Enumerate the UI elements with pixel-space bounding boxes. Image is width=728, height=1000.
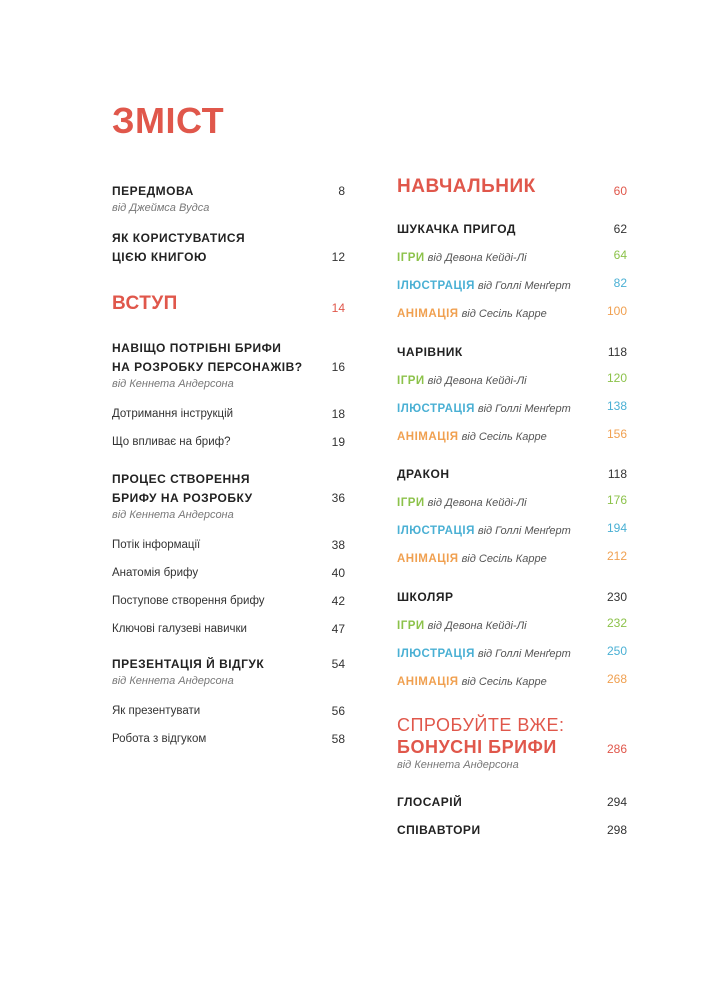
page-number: 82 <box>613 276 627 290</box>
kind-label: ІЛЮСТРАЦІЯ <box>397 403 475 415</box>
entry-author: від Голлі Менґерт <box>477 648 571 660</box>
kind-label: ІЛЮСТРАЦІЯ <box>397 648 475 660</box>
entry-author: від Сесіль Карре <box>461 676 547 688</box>
entry-author: від Девона Кейді-Лі <box>427 620 527 632</box>
toc-subentry[interactable] <box>112 566 345 580</box>
toc-section-tutor[interactable] <box>397 176 627 202</box>
section-label-line1: СПРОБУЙТЕ ВЖЕ: <box>397 715 565 735</box>
toc-entry-contributors[interactable] <box>397 821 627 839</box>
page-number: 250 <box>606 644 627 658</box>
page-number: 40 <box>331 566 345 580</box>
entry-label: Поступове створення брифу <box>112 595 265 607</box>
entry-label-line2: ЦІЄЮ КНИГОЮ <box>112 250 207 264</box>
toc-entry-glossary[interactable] <box>397 793 627 811</box>
kind-label: ІГРИ <box>397 620 425 632</box>
page-number: 156 <box>606 427 627 441</box>
entry-label: ЧАРІВНИК <box>397 345 463 359</box>
page-number: 38 <box>331 538 345 552</box>
entry-label: ШУКАЧКА ПРИГОД <box>397 222 516 236</box>
toc-right-column <box>397 176 627 839</box>
toc-subentry[interactable] <box>112 622 345 636</box>
entry-label: Дотримання інструкцій <box>112 408 234 420</box>
entry-label-line1: ЯК КОРИСТУВАТИСЯ <box>112 231 246 245</box>
entry-label: Потік інформації <box>112 539 201 551</box>
toc-entry-why-briefs[interactable] <box>112 339 345 392</box>
page-number: 8 <box>338 184 345 198</box>
kind-label: АНІМАЦІЯ <box>397 308 459 320</box>
kind-label: ІГРИ <box>397 375 425 387</box>
page-number: 47 <box>331 622 345 636</box>
kind-label: ІЛЮСТРАЦІЯ <box>397 280 475 292</box>
kind-label: АНІМАЦІЯ <box>397 553 459 565</box>
entry-label-line2: НА РОЗРОБКУ ПЕРСОНАЖІВ? <box>112 360 303 374</box>
entry-author: від Голлі Менґерт <box>477 403 571 415</box>
toc-character-student[interactable] <box>397 588 627 606</box>
entry-label-line1: ПРОЦЕС СТВОРЕННЯ <box>112 472 250 486</box>
page-number: 60 <box>613 184 627 198</box>
page-number: 62 <box>613 222 627 236</box>
page-number: 42 <box>331 594 345 608</box>
toc-subentry-animation[interactable] <box>397 427 627 445</box>
toc-subentry-games[interactable] <box>397 248 627 266</box>
entry-author: від Девона Кейді-Лі <box>427 252 527 264</box>
entry-label: Як презентувати <box>112 705 201 717</box>
entry-author: від Сесіль Карре <box>461 308 547 320</box>
toc-subentry-games[interactable] <box>397 371 627 389</box>
page-number: 230 <box>606 590 627 604</box>
kind-label: ІЛЮСТРАЦІЯ <box>397 525 475 537</box>
toc-subentry[interactable] <box>112 732 345 746</box>
entry-label: ГЛОСАРІЙ <box>397 795 463 809</box>
page-number: 36 <box>331 491 345 505</box>
entry-author: від Сесіль Карре <box>461 431 547 443</box>
toc-subentry[interactable] <box>112 538 345 552</box>
page-number: 19 <box>331 435 345 449</box>
entry-author: від Девона Кейді-Лі <box>427 497 527 509</box>
page-number: 118 <box>607 345 627 359</box>
entry-label: ПЕРЕДМОВА <box>112 184 194 198</box>
toc-subentry-illustration[interactable] <box>397 644 627 662</box>
page-number: 268 <box>606 672 627 686</box>
page-number: 64 <box>613 248 627 262</box>
entry-author: від Джеймса Вудса <box>112 202 210 214</box>
toc-subentry-animation[interactable] <box>397 672 627 690</box>
entry-author: від Кеннета Андерсона <box>112 509 234 521</box>
entry-label: СПІВАВТОРИ <box>397 823 481 837</box>
entry-author: від Сесіль Карре <box>461 553 547 565</box>
toc-subentry-games[interactable] <box>397 493 627 511</box>
entry-label: Ключові галузеві навички <box>112 623 247 635</box>
page-number: 100 <box>606 304 627 318</box>
page-number: 18 <box>331 407 345 421</box>
page-number: 16 <box>331 360 345 374</box>
entry-label: ДРАКОН <box>397 467 450 481</box>
entry-label: Що впливає на бриф? <box>112 436 231 448</box>
toc-subentry-games[interactable] <box>397 616 627 634</box>
kind-label: ІГРИ <box>397 497 425 509</box>
entry-label: ПРЕЗЕНТАЦІЯ Й ВІДГУК <box>112 657 265 671</box>
toc-character-adventurer[interactable] <box>397 220 627 238</box>
toc-subentry-animation[interactable] <box>397 304 627 322</box>
section-label-line2: БОНУСНІ БРИФИ <box>397 737 557 757</box>
toc-subentry[interactable] <box>112 594 345 608</box>
entry-label: ШКОЛЯР <box>397 590 454 604</box>
entry-author: від Кеннета Андерсона <box>112 675 234 687</box>
toc-entry-how-to-use[interactable] <box>112 229 345 267</box>
toc-character-dragon[interactable] <box>397 465 627 483</box>
toc-subentry-illustration[interactable] <box>397 276 627 294</box>
toc-character-wizard[interactable] <box>397 343 627 361</box>
toc-left-column <box>112 180 345 746</box>
entry-label: Робота з відгуком <box>112 733 207 745</box>
toc-section-intro[interactable] <box>112 293 345 319</box>
page-number: 54 <box>331 657 345 671</box>
page-number: 176 <box>606 493 627 507</box>
toc-subentry[interactable] <box>112 704 345 718</box>
entry-label-line2: БРИФУ НА РОЗРОБКУ <box>112 491 253 505</box>
page-number: 286 <box>606 742 627 756</box>
entry-author: від Кеннета Андерсона <box>112 378 234 390</box>
page-number: 298 <box>606 823 627 837</box>
toc-subentry[interactable] <box>112 407 345 421</box>
toc-entry-presentation[interactable] <box>112 655 345 689</box>
section-label: НАВЧАЛЬНИК <box>397 176 536 197</box>
page-number: 58 <box>331 732 345 746</box>
toc-entry-foreword[interactable] <box>112 182 345 216</box>
entry-author: від Голлі Менґерт <box>477 280 571 292</box>
kind-label: АНІМАЦІЯ <box>397 676 459 688</box>
toc-subentry-illustration[interactable] <box>397 521 627 539</box>
toc-section-bonus[interactable] <box>397 714 627 773</box>
page-number: 212 <box>606 549 627 563</box>
toc-entry-process[interactable] <box>112 470 345 523</box>
entry-label-line1: НАВІЩО ПОТРІБНІ БРИФИ <box>112 341 282 355</box>
entry-label: Анатомія брифу <box>112 567 199 579</box>
page-number: 194 <box>606 521 627 535</box>
toc-subentry-illustration[interactable] <box>397 399 627 417</box>
kind-label: ІГРИ <box>397 252 425 264</box>
page-number: 138 <box>606 399 627 413</box>
page-number: 118 <box>607 467 627 481</box>
page-number: 14 <box>331 301 345 315</box>
page-number: 12 <box>331 250 345 264</box>
page-title: ЗМІСТ <box>112 100 225 141</box>
toc-subentry-animation[interactable] <box>397 549 627 567</box>
page-number: 120 <box>606 371 627 385</box>
toc-subentry[interactable] <box>112 435 345 449</box>
entry-author: від Кеннета Андерсона <box>397 759 519 771</box>
page-number: 232 <box>606 616 627 630</box>
page-number: 56 <box>331 704 345 718</box>
kind-label: АНІМАЦІЯ <box>397 431 459 443</box>
entry-author: від Голлі Менґерт <box>477 525 571 537</box>
section-label: ВСТУП <box>112 293 178 314</box>
page-number: 294 <box>606 795 627 809</box>
entry-author: від Девона Кейді-Лі <box>427 375 527 387</box>
